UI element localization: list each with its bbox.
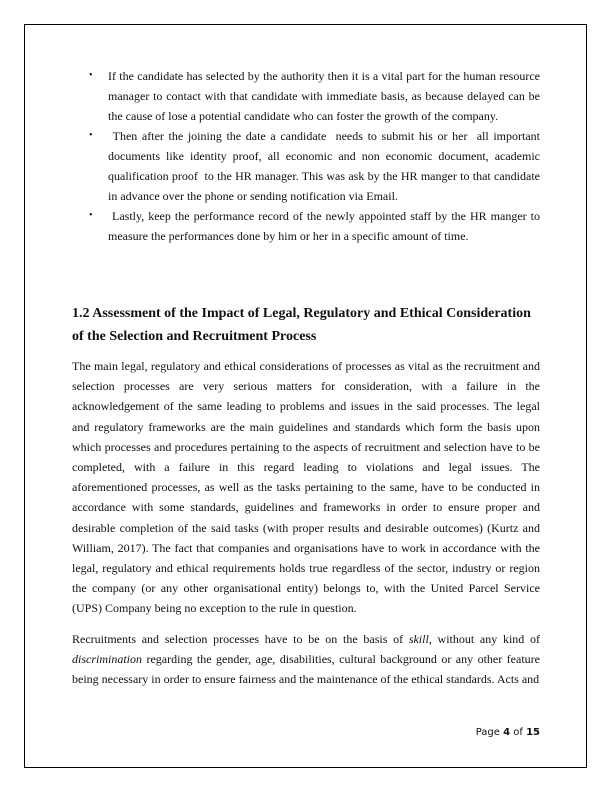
page-content: [72, 66, 540, 689]
emphasis-discrimination: discrimination: [72, 651, 143, 666]
of-label: of: [513, 727, 523, 738]
paragraph-text: Recruitments and selection processes have to be on the basis of: [72, 631, 409, 646]
page-number-footer: [476, 727, 540, 738]
bullet-text: Then after the joining the date a candidate needs to submit his or her all important documents like identity proof, all economic and non economic document, academic qualification proof to the HR manager. This was ask by the HR manger to that candidate in advance over the phone or sending notification via Email.: [108, 129, 540, 203]
section-heading: 1.2 Assessment of the Impact of Legal, Regulatory and Ethical Consideration of the Selection and Recruitment Process: [72, 306, 531, 344]
bullet-item: [72, 206, 540, 246]
bullet-icon: •: [89, 210, 93, 221]
total-pages: 15: [526, 727, 540, 738]
bullet-icon: •: [89, 130, 93, 141]
paragraph-text: , without any kind of: [428, 631, 541, 646]
bullet-text: If the candidate has selected by the authority then it is a vital part for the human resource manager to contact with that candidate with immediate basis, as because delayed can be the cause of lose a potential candidate who can foster the growth of the company.: [108, 69, 540, 123]
bullet-text: Lastly, keep the performance record of the newly appointed staff by the HR manger to measure the performances done by him or her in a specific amount of time.: [108, 209, 540, 243]
current-page: 4: [503, 727, 511, 738]
body-paragraph: The main legal, regulatory and ethical considerations of processes as vital as the recruitment and selection processes are very serious matters for consideration, with a failure in the acknowledgement of the same leading to problems and issues in the said processes. The legal and regulatory frameworks are the main guidelines and standards which form the basis upon which processes and procedures pertaining to the aspects of recruitment and selection have to be completed, with a failure in this regard leading to violations and legal issues. The aforementioned processes, as well as the tasks pertaining to the same, have to be conducted in accordance with some standards, guidelines and frameworks in order to ensure proper and desirable completion of the said tasks (with proper results and desirable outcomes) (Kurtz and William, 2017). The fact that companies and organisations have to work in accordance with the legal, regulatory and ethical requirements holds true regardless of the sector, industry or region the company (or any other organisational entity) belongs to, with the United Parcel Service (UPS) Company being no exception to the rule in question.: [72, 359, 540, 616]
bullet-item: [72, 66, 540, 126]
bullet-list: [72, 66, 540, 246]
page-label: Page: [475, 727, 500, 738]
bullet-item: [72, 126, 540, 206]
emphasis-skill: skill: [408, 631, 429, 646]
paragraph-text: regarding the gender, age, disabilities, cultural background or any other feature being necessary in order to ensure fairness and the maintenance of the ethical standards. Acts and: [72, 651, 540, 687]
body-paragraph: [72, 629, 540, 690]
bullet-icon: •: [89, 70, 93, 81]
